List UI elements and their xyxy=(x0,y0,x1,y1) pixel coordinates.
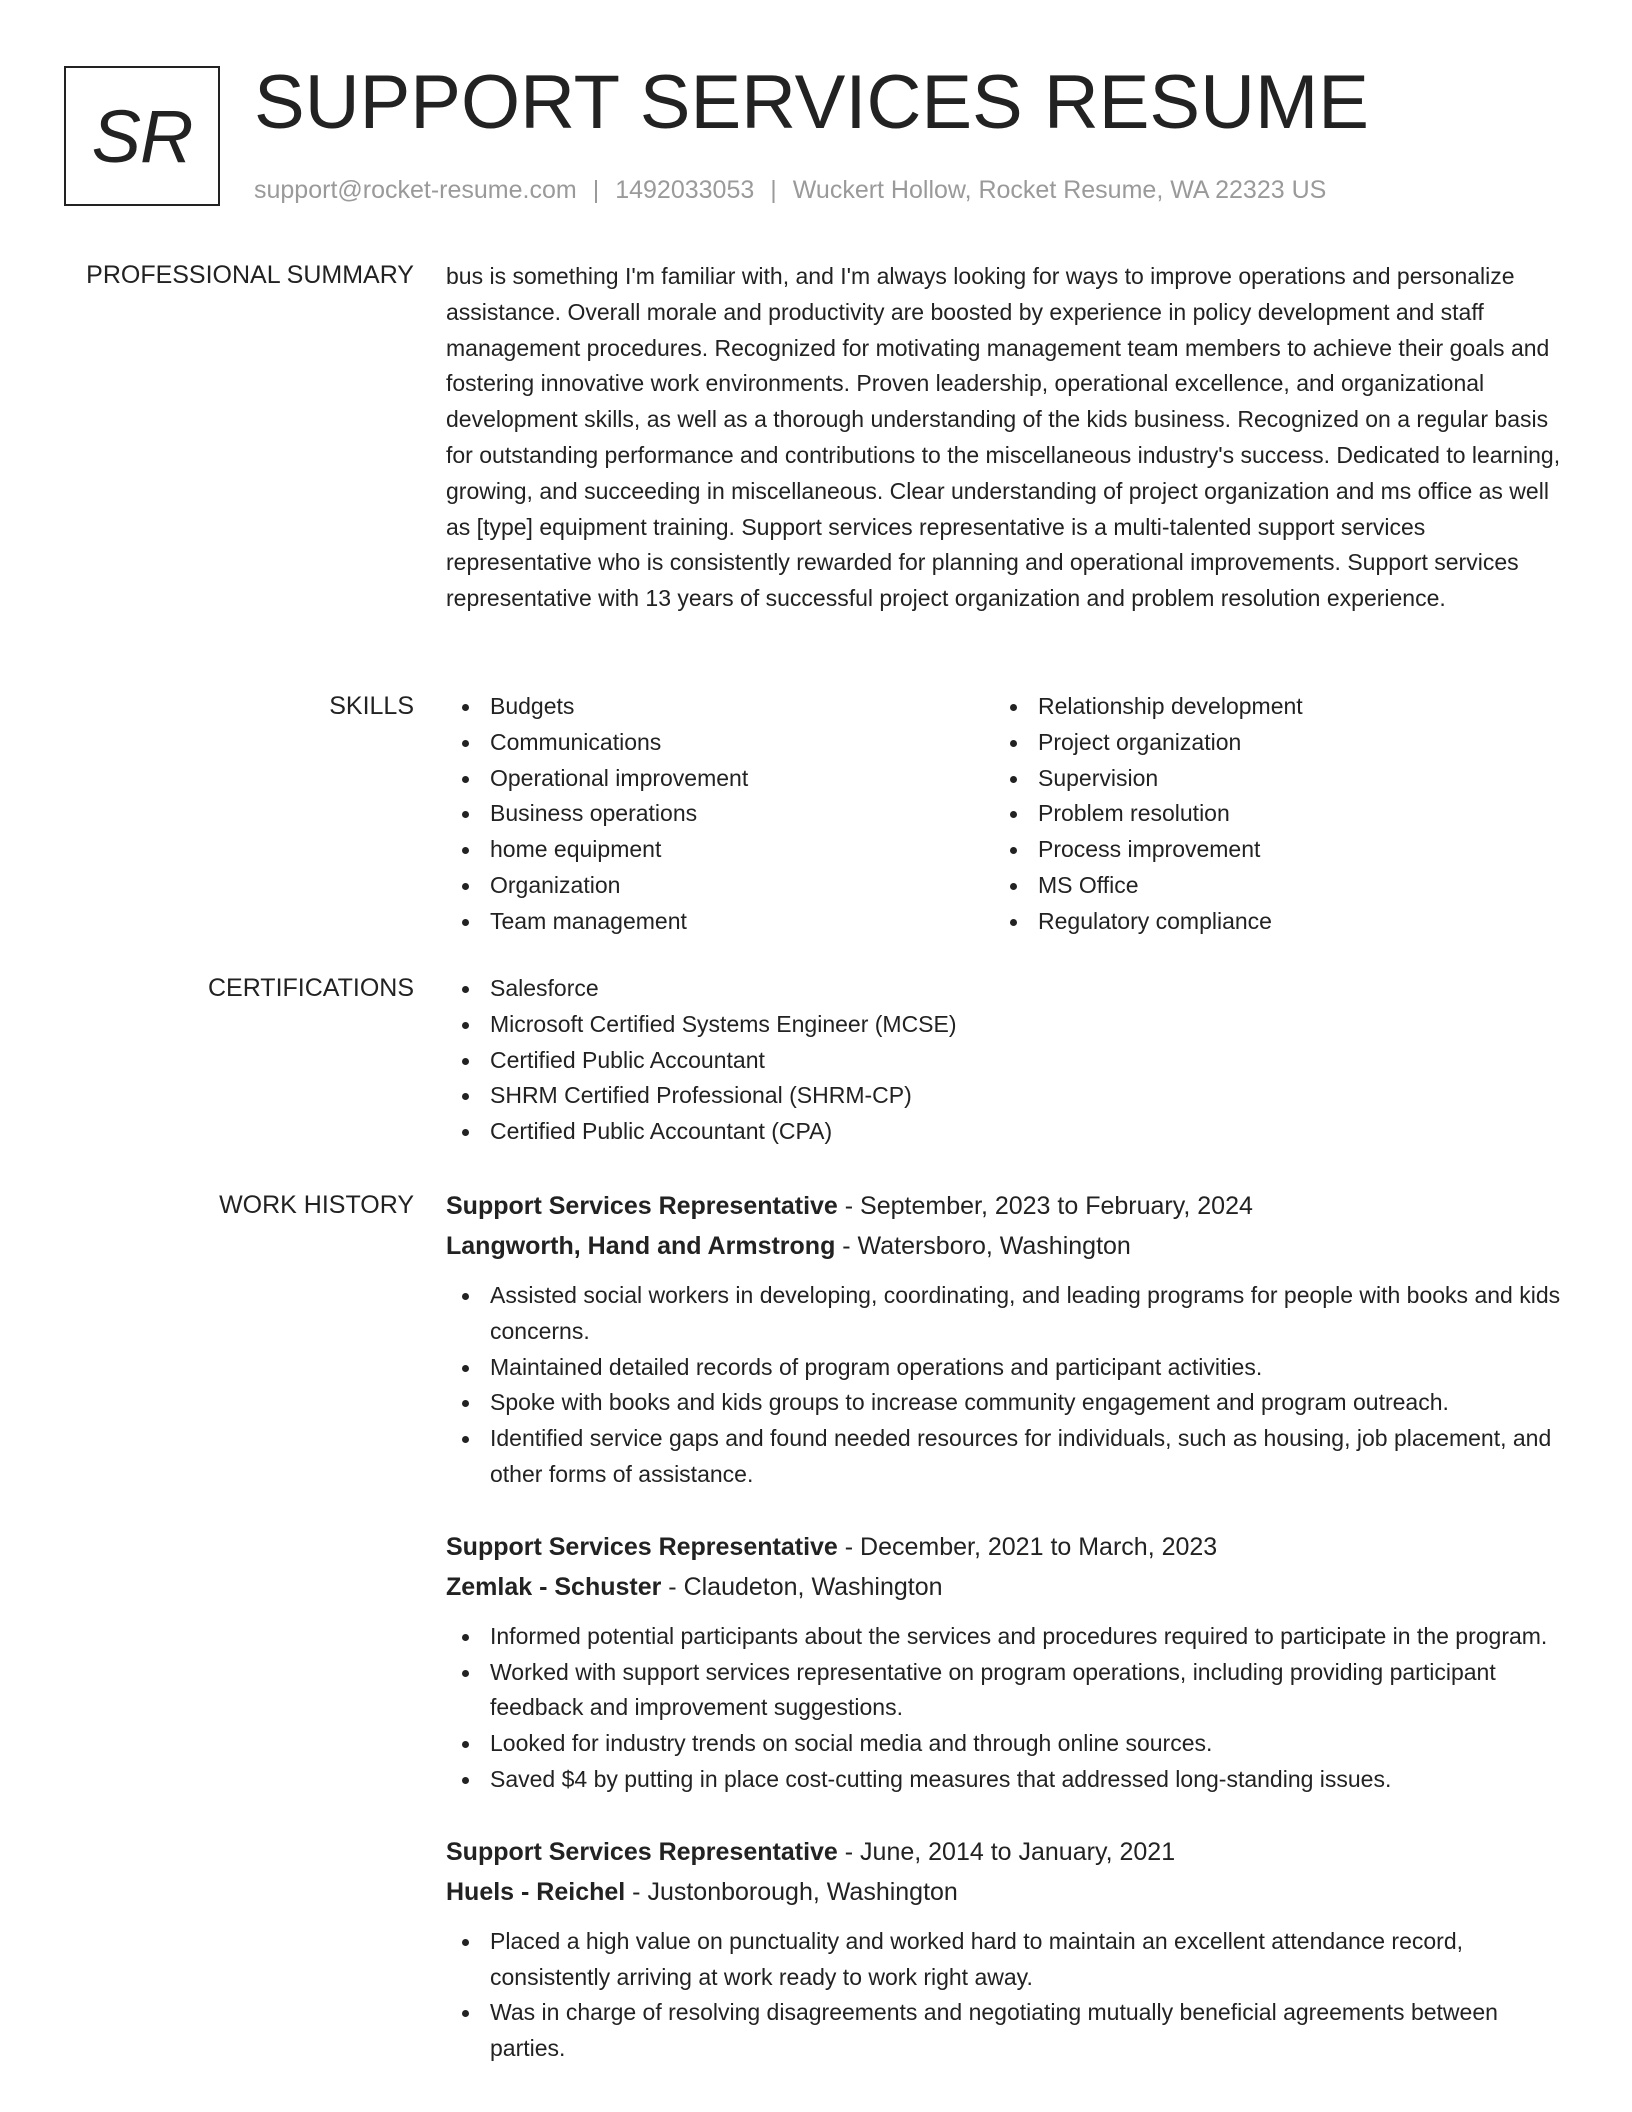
work-history-section xyxy=(446,1186,1570,2101)
job-title-line xyxy=(446,1527,1570,1567)
job-location: - Watersboro, Washington xyxy=(835,1232,1131,1260)
job-duty: Maintained detailed records of program operations and participant activities. xyxy=(446,1350,1570,1386)
contact-email[interactable]: support@rocket-resume.com xyxy=(254,176,577,204)
monogram-box xyxy=(64,66,220,206)
job-company: Langworth, Hand and Armstrong xyxy=(446,1232,836,1260)
certification-item: Microsoft Certified Systems Engineer (MCSE) xyxy=(446,1007,1570,1043)
job-duties-list xyxy=(446,1619,1570,1798)
skills-list-left xyxy=(446,689,994,940)
section-label-skills: SKILLS xyxy=(329,692,414,720)
certifications-section xyxy=(446,971,1570,1150)
skill-item: Business operations xyxy=(446,796,994,832)
job-company-line xyxy=(446,1226,1570,1266)
certification-item: Salesforce xyxy=(446,971,1570,1007)
skill-item: Operational improvement xyxy=(446,761,994,797)
job-location: - Claudeton, Washington xyxy=(661,1572,943,1601)
job-duty: Was in charge of resolving disagreements and negotiating mutually beneficial agreements between parties. xyxy=(446,1995,1570,2067)
job-title-line xyxy=(446,1186,1570,1226)
job-duty: Assisted social workers in developing, coordinating, and leading programs for people with books and kids concerns. xyxy=(446,1278,1570,1350)
job-entry xyxy=(446,1186,1570,1493)
summary-section xyxy=(446,259,1570,617)
section-label-work-history: WORK HISTORY xyxy=(219,1191,414,1219)
certification-item: SHRM Certified Professional (SHRM-CP) xyxy=(446,1078,1570,1114)
job-duty: Identified service gaps and found needed resources for individuals, such as housing, job placement, and other forms of assistance. xyxy=(446,1421,1570,1493)
job-duty: Saved $4 by putting in place cost-cutting measures that addressed long-standing issues. xyxy=(446,1762,1570,1798)
job-duty: Looked for industry trends on social media and through online sources. xyxy=(446,1726,1570,1762)
job-duty: Informed potential participants about the services and procedures required to participate in the program. xyxy=(446,1619,1570,1655)
skill-item: Budgets xyxy=(446,689,994,725)
job-duty: Placed a high value on punctuality and worked hard to maintain an excellent attendance record, consistently arriving at work ready to work right away. xyxy=(446,1924,1570,1996)
summary-text: bus is something I'm familiar with, and I'm always looking for ways to improve operations and personalize assistance. Overall morale and productivity are boosted by experience in policy development and staff management procedures. Recognized for motivating management team members to achieve their goals and fostering innovative work environments. Proven leadership, operational excellence, and organizational development skills, as well as a thorough understanding of the kids business. Recognized on a regular basis for outstanding performance and contributions to the miscellaneous industry's success. Dedicated to learning, growing, and succeeding in miscellaneous. Clear understanding of project organization and ms office as well as [type] equipment training. Support services representative is a multi-talented support services representative who is consistently rewarded for planning and operational improvements. Support services representative with 13 years of successful project organization and problem resolution experience. xyxy=(446,263,1561,612)
skill-item: Problem resolution xyxy=(994,796,1542,832)
resume-title: SUPPORT SERVICES RESUME xyxy=(254,60,1369,145)
certification-item: Certified Public Accountant (CPA) xyxy=(446,1114,1570,1150)
job-title-line xyxy=(446,1832,1570,1872)
skill-item: Process improvement xyxy=(994,832,1542,868)
skill-item: Supervision xyxy=(994,761,1542,797)
job-title: Support Services Representative xyxy=(446,1192,838,1220)
certification-item: Certified Public Accountant xyxy=(446,1043,1570,1079)
job-duty: Worked with support services representative on program operations, including providing participant feedback and improvement suggestions. xyxy=(446,1655,1570,1727)
job-dates: - December, 2021 to March, 2023 xyxy=(837,1532,1218,1561)
job-duties-list xyxy=(446,1924,1570,2067)
job-entry xyxy=(446,1527,1570,1798)
skill-item: Project organization xyxy=(994,725,1542,761)
skill-item: Organization xyxy=(446,868,994,904)
skills-list-right xyxy=(994,689,1542,940)
section-label-certifications: CERTIFICATIONS xyxy=(207,974,414,1002)
job-company-line xyxy=(446,1567,1570,1607)
contact-address: Wuckert Hollow, Rocket Resume, WA 22323 US xyxy=(792,176,1327,204)
contact-line xyxy=(254,174,1326,206)
job-dates: - September, 2023 to February, 2024 xyxy=(837,1192,1253,1220)
job-company: Huels - Reichel xyxy=(446,1877,626,1906)
contact-separator: | xyxy=(592,176,600,204)
job-title: Support Services Representative xyxy=(446,1837,838,1866)
skills-section xyxy=(446,689,1570,940)
skill-item: Relationship development xyxy=(994,689,1542,725)
job-entry xyxy=(446,1832,1570,2067)
skills-grid xyxy=(446,689,1570,940)
skill-item: home equipment xyxy=(446,832,994,868)
job-duties-list xyxy=(446,1278,1570,1493)
skill-item: Communications xyxy=(446,725,994,761)
job-company: Zemlak - Schuster xyxy=(446,1572,662,1601)
monogram-initials: SR xyxy=(91,94,193,178)
job-title: Support Services Representative xyxy=(446,1532,838,1561)
contact-phone[interactable]: 1492033053 xyxy=(615,176,755,204)
job-location: - Justonborough, Washington xyxy=(625,1877,958,1906)
job-company-line xyxy=(446,1872,1570,1912)
skill-item: Team management xyxy=(446,904,994,940)
skill-item: Regulatory compliance xyxy=(994,904,1542,940)
skill-item: MS Office xyxy=(994,868,1542,904)
job-duty: Spoke with books and kids groups to increase community engagement and program outreach. xyxy=(446,1385,1570,1421)
certifications-list xyxy=(446,971,1570,1150)
contact-separator: | xyxy=(770,176,777,204)
section-label-summary: PROFESSIONAL SUMMARY xyxy=(86,261,414,289)
job-dates: - June, 2014 to January, 2021 xyxy=(837,1837,1176,1866)
